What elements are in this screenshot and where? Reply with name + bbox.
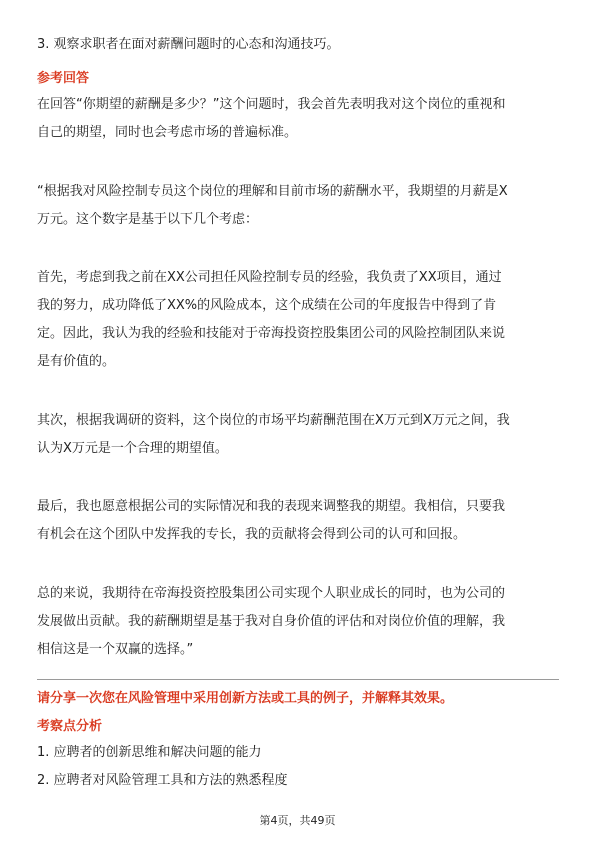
answer-line: 其次，根据我调研的资料，这个岗位的市场平均薪酬范围在X万元到X万元之间，我 [37,413,510,428]
answer-line: 我的努力，成功降低了XX%的风险成本，这个成绩在公司的年度报告中得到了肯 [37,298,497,313]
answer-line: 总的来说，我期待在帝海投资控股集团公司实现个人职业成长的同时，也为公司的 [37,586,506,601]
answer-line: 发展做出贡献。我的薪酬期望是基于我对自身价值的评估和对岗位价值的理解，我 [37,614,506,629]
answer-line: 自己的期望，同时也会考虑市场的普遍标准。 [37,125,298,140]
analysis-heading: 考察点分析 [37,719,103,734]
answer-line: 万元。这个数字是基于以下几个考虑： [37,212,259,227]
answer-line: 在回答“你期望的薪酬是多少？”这个问题时，我会首先表明我对这个岗位的重视和 [37,97,506,112]
answer-line: 相信这是一个双赢的选择。” [37,642,194,657]
analysis-item: 1. 应聘者的创新思维和解决问题的能力 [37,745,262,760]
answer-line: 最后，我也愿意根据公司的实际情况和我的表现来调整我的期望。我相信，只要我 [37,499,506,514]
prev-criterion-item: 3. 观察求职者在面对薪酬问题时的心态和沟通技巧。 [37,37,340,52]
answer-line: 有机会在这个团队中发挥我的专长，我的贡献将会得到公司的认可和回报。 [37,527,467,542]
answer-line: 定。因此，我认为我的经验和技能对于帝海投资控股集团公司的风险控制团队来说 [37,326,506,341]
section-divider [37,679,559,680]
analysis-item: 2. 应聘者对风险管理工具和方法的熟悉程度 [37,773,288,788]
interview-question: 请分享一次您在风险管理中采用创新方法或工具的例子，并解释其效果。 [37,691,454,706]
page-footer: 第4页，共49页 [259,814,336,827]
answer-line: 认为X万元是一个合理的期望值。 [37,441,228,456]
answer-line: 首先，考虑到我之前在XX公司担任风险控制专员的经验，我负责了XX项目，通过 [37,270,502,285]
answer-line: 是有价值的。 [37,354,116,369]
answer-line: “根据我对风险控制专员这个岗位的理解和目前市场的薪酬水平，我期望的月薪是X [37,184,508,199]
answer-heading: 参考回答 [37,71,90,86]
